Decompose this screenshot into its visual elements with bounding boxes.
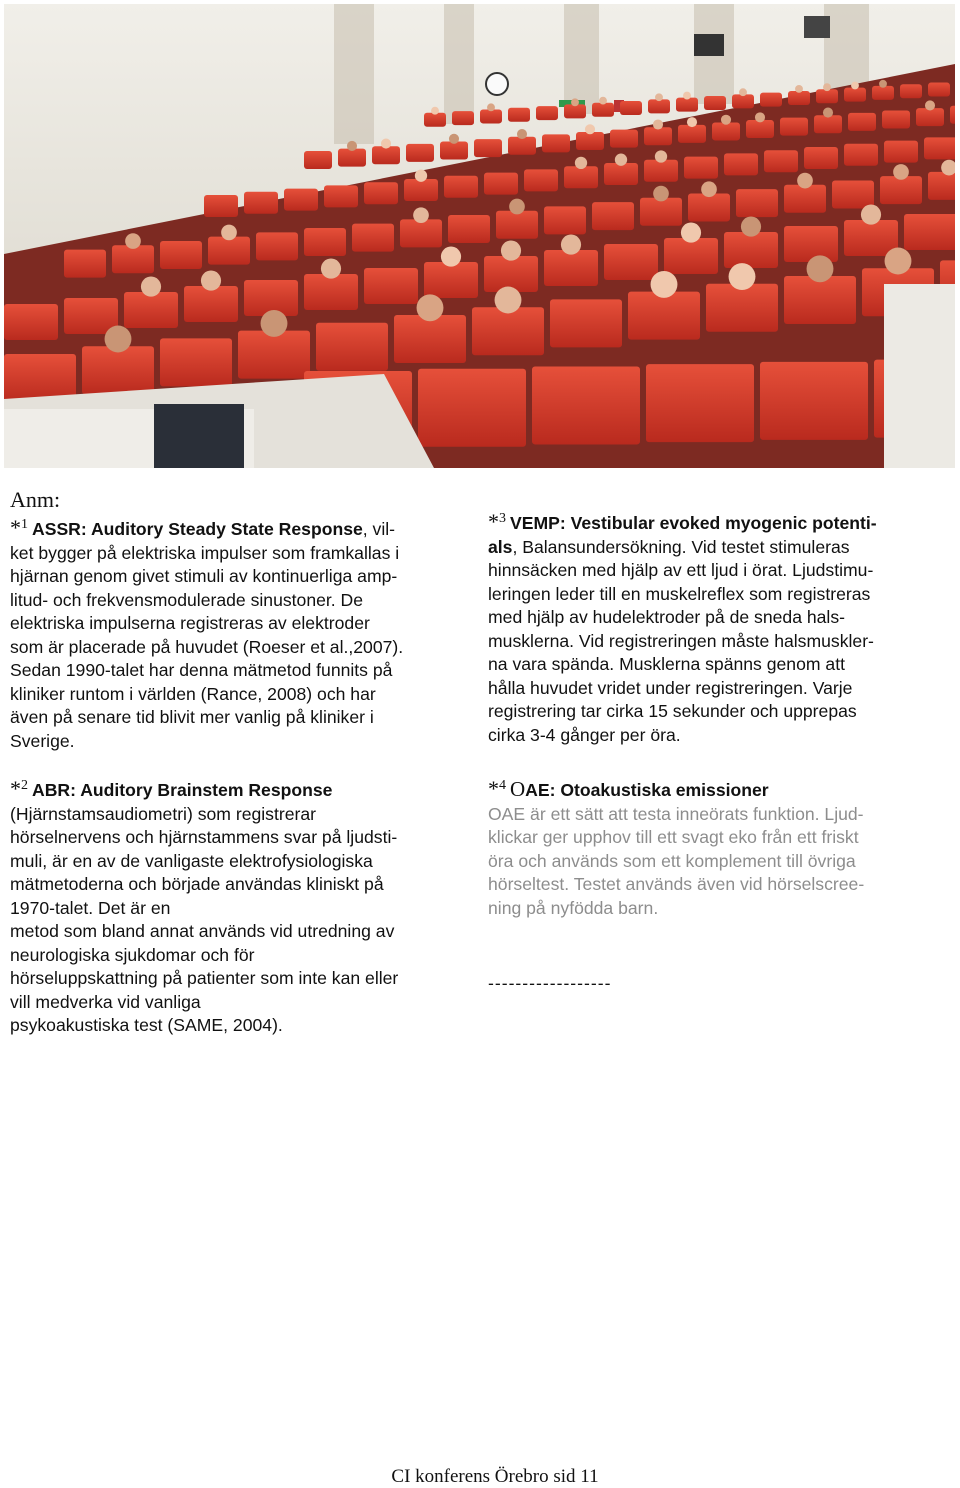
seat [904,214,955,250]
seat [644,160,678,182]
text-line: cirka 3-4 gånger per öra. [488,724,681,745]
separator-dashes: ------------------ [488,973,612,993]
text-line: (Hjärnstamsaudiometri) som registrerar [10,803,317,824]
seat [184,286,238,322]
seat [916,108,944,126]
audience-member [797,173,813,189]
text-line: 1970-talet. Det är en [10,897,171,918]
left-column [10,486,472,1038]
note-title-initial: O [510,777,526,801]
text-line: kliniker runtom i världen (Rance, 2008) och har [10,683,376,704]
asterisk-icon: * [10,776,21,801]
text-line: registrering tar cirka 15 sekunder och upprepas [488,701,857,721]
audience-member [599,97,607,105]
text-line: mätmetoderna och började användas kliniskt på [10,874,384,894]
audience-member [431,107,439,115]
audience-member [823,108,833,118]
audience-member [261,310,288,337]
seat [644,127,672,145]
audience-member [495,287,522,314]
audience-member [441,247,461,267]
footnote-number: 1 [21,517,28,533]
seat [900,84,922,98]
right-column [488,510,948,996]
seat [646,364,754,442]
seat [124,292,178,328]
seat [784,276,856,324]
note-title: AE: Otoakustiska emissioner [525,780,769,800]
footnote-number: 2 [21,778,28,794]
text-line: hörselnervens och hjärnstammens svar på ljudsti- [10,827,398,847]
audience-member [653,186,669,202]
seat [950,106,955,124]
seat [542,134,570,152]
text-line: hinnsäcken med hjälp av ett ljud i örat. Ljudstimu- [488,560,874,580]
seat [664,238,718,274]
seat [544,250,598,286]
seat [472,307,544,355]
audience-member [105,326,132,353]
text-line: musklerna. Vid registreringen måste halsmuskler- [488,630,874,651]
seat [284,189,318,211]
seat [628,292,700,340]
seat [440,141,468,159]
audience-member [221,225,237,241]
seat [924,137,955,159]
seat [238,331,310,379]
audience-member [449,134,459,144]
audience-member [125,233,141,249]
seat [112,245,154,273]
seat [338,149,366,167]
seat [256,232,298,260]
seat [804,147,838,169]
text-line: hörseltest. Testet används även vid hörselscree- [488,874,865,894]
seat [496,211,538,239]
audience-member [561,235,581,255]
text-line: hjärnan genom givet stimuli av kontinuerliga amp- [10,566,398,586]
seat [452,111,474,125]
text-line: med hjälp av hudelektroder på de sneda hals- [488,607,845,627]
audience-member [807,255,834,282]
seat [684,157,718,179]
audience-member [687,117,697,127]
seat [508,137,536,155]
seat [480,109,502,123]
seat [604,244,658,280]
seat [160,338,232,386]
text-line: metod som bland annat används vid utredning av [10,921,395,941]
note-vemp [488,510,948,747]
seat [648,99,670,113]
seat [524,169,558,191]
text-line: elektriska impulserna registreras av elektroder [10,613,370,633]
seat [304,228,346,256]
text-line: ning på nyfödda barn. [488,897,659,918]
seat [400,219,442,247]
seat [678,125,706,143]
seat [316,323,388,371]
audience-member [585,124,595,134]
seat [304,151,332,169]
asterisk-icon: * [10,515,21,540]
audience-member [501,241,521,261]
text-line: na vara spända. Musklerna spänns genom att [488,654,845,674]
audience-member [823,83,831,91]
audience-member [741,217,761,237]
seat [424,113,446,127]
seat [304,274,358,310]
seat [576,132,604,150]
seat [704,96,726,110]
seat [564,166,598,188]
seat [814,115,842,133]
audience-member [655,150,667,162]
seat [564,104,586,118]
text-line: ket bygger på elektriska impulser som framkallas i [10,542,400,563]
seat [760,93,782,107]
seat [544,206,586,234]
text-line: OAE är ett sätt att testa inneörats funktion. Ljud- [488,803,864,824]
audience-member [575,157,587,169]
text-line: litud- och frekvensmodulerade sinustoner. De [10,589,364,610]
seat [484,256,538,292]
text-line: Sverige. [10,730,75,751]
seat [688,193,730,221]
seat [352,224,394,252]
text-line: neurologiska sjukdomar och för [10,944,255,965]
seat [676,98,698,112]
seat [746,120,774,138]
seat [364,182,398,204]
audience-member [415,170,427,182]
text-line: Sedan 1990-talet har denna mätmetod funnits på [10,660,393,680]
audience-member [683,92,691,100]
seat [324,185,358,207]
seat [536,106,558,120]
audience-member [417,294,444,321]
audience-member [655,93,663,101]
audience-member [861,205,881,225]
note-title-cont: als [488,536,513,557]
audience-member [755,112,765,122]
audience-member [321,259,341,279]
seat [532,366,640,444]
seat [550,299,622,347]
audience-member [571,98,579,106]
audience-member [141,277,161,297]
seat [872,86,894,100]
text-line: , vil- [362,519,396,539]
audience-member [413,207,429,223]
audience-member [517,129,527,139]
audience-member [729,263,756,290]
audience-member [851,82,859,90]
audience-member [381,139,391,149]
seat [816,89,838,103]
audience-member [925,100,935,110]
seat [394,315,466,363]
note-assr [10,516,472,753]
seat [508,108,530,122]
seat [882,111,910,129]
audience-member [739,88,747,96]
footnote-number: 4 [499,778,506,794]
text-line: hörseluppskattning på patienter som inte kan eller [10,968,399,988]
seat [736,189,778,217]
note-title: ABR: Auditory Brainstem Response [32,780,333,800]
text-line: muli, är en av de vanligaste elektrofysiologiska [10,850,373,871]
audience-member [885,248,912,275]
audience-member [893,164,909,180]
seat [208,237,250,265]
audience-member [653,119,663,129]
text-line: psykoakustiska test (SAME, 2004). [10,1015,283,1035]
seat [204,195,238,217]
seat [592,202,634,230]
text-line: leringen leder till en muskelreflex som registreras [488,583,871,604]
text-line: , Balansundersökning. Vid testet stimuleras [512,536,850,557]
seat [160,241,202,269]
seat [884,141,918,163]
seat [832,180,874,208]
seat [610,130,638,148]
text-line: vill medverka vid vanliga [10,991,201,1012]
seat [706,284,778,332]
text-line: öra och används som ett komplement till övriga [488,850,856,871]
seat [4,304,58,340]
seat [620,101,642,115]
seat [444,176,478,198]
audience-member [795,85,803,93]
seat [848,113,876,131]
seat [732,94,754,108]
audience-member [879,80,887,88]
note-oae [488,777,948,920]
seat [372,146,400,164]
seat [788,91,810,105]
auditorium-photo [4,4,955,468]
seat [784,226,838,262]
audience-member [615,154,627,166]
text-line: hålla huvudet vridet under registreringen. Varje [488,677,853,698]
note-heading: Anm: [10,487,61,512]
seat [604,163,638,185]
seat [82,346,154,394]
seat [418,369,526,447]
seat [640,198,682,226]
seat [928,172,955,200]
audience-member [681,223,701,243]
note-abr [10,777,472,1038]
audience-member [701,181,717,197]
seat [424,262,478,298]
seat [592,103,614,117]
seat [844,144,878,166]
seat [764,150,798,172]
text-line: klickar ger upphov till ett svagt eko från ett friskt [488,827,859,847]
seat [760,362,868,440]
seat [364,268,418,304]
footnote-number: 3 [499,511,506,527]
text-line: som är placerade på huvudet (Roeser et al.,2007). [10,636,404,657]
seat [712,122,740,140]
text-line: även på senare tid blivit mer vanlig på kliniker i [10,707,374,727]
seat [724,232,778,268]
seat [880,176,922,204]
seat [406,144,434,162]
seat [4,354,76,402]
asterisk-icon: * [488,509,499,534]
seat [780,118,808,136]
seat [724,153,758,175]
audience-member [487,103,495,111]
asterisk-icon: * [488,776,499,801]
seat [484,173,518,195]
seat [784,185,826,213]
audience-member [721,115,731,125]
seat [404,179,438,201]
seat [64,250,106,278]
audience-member [347,141,357,151]
note-title: VEMP: Vestibular evoked myogenic potenti- [510,513,877,533]
seat [928,83,950,97]
seat [244,192,278,214]
note-title: ASSR: Auditory Steady State Response [32,519,363,539]
page-footer: CI konferens Örebro sid 11 [391,1466,599,1487]
audience-member [651,271,678,298]
seat [448,215,490,243]
audience-member [201,271,221,291]
seat [844,88,866,102]
seat [474,139,502,157]
audience-member [509,199,525,215]
